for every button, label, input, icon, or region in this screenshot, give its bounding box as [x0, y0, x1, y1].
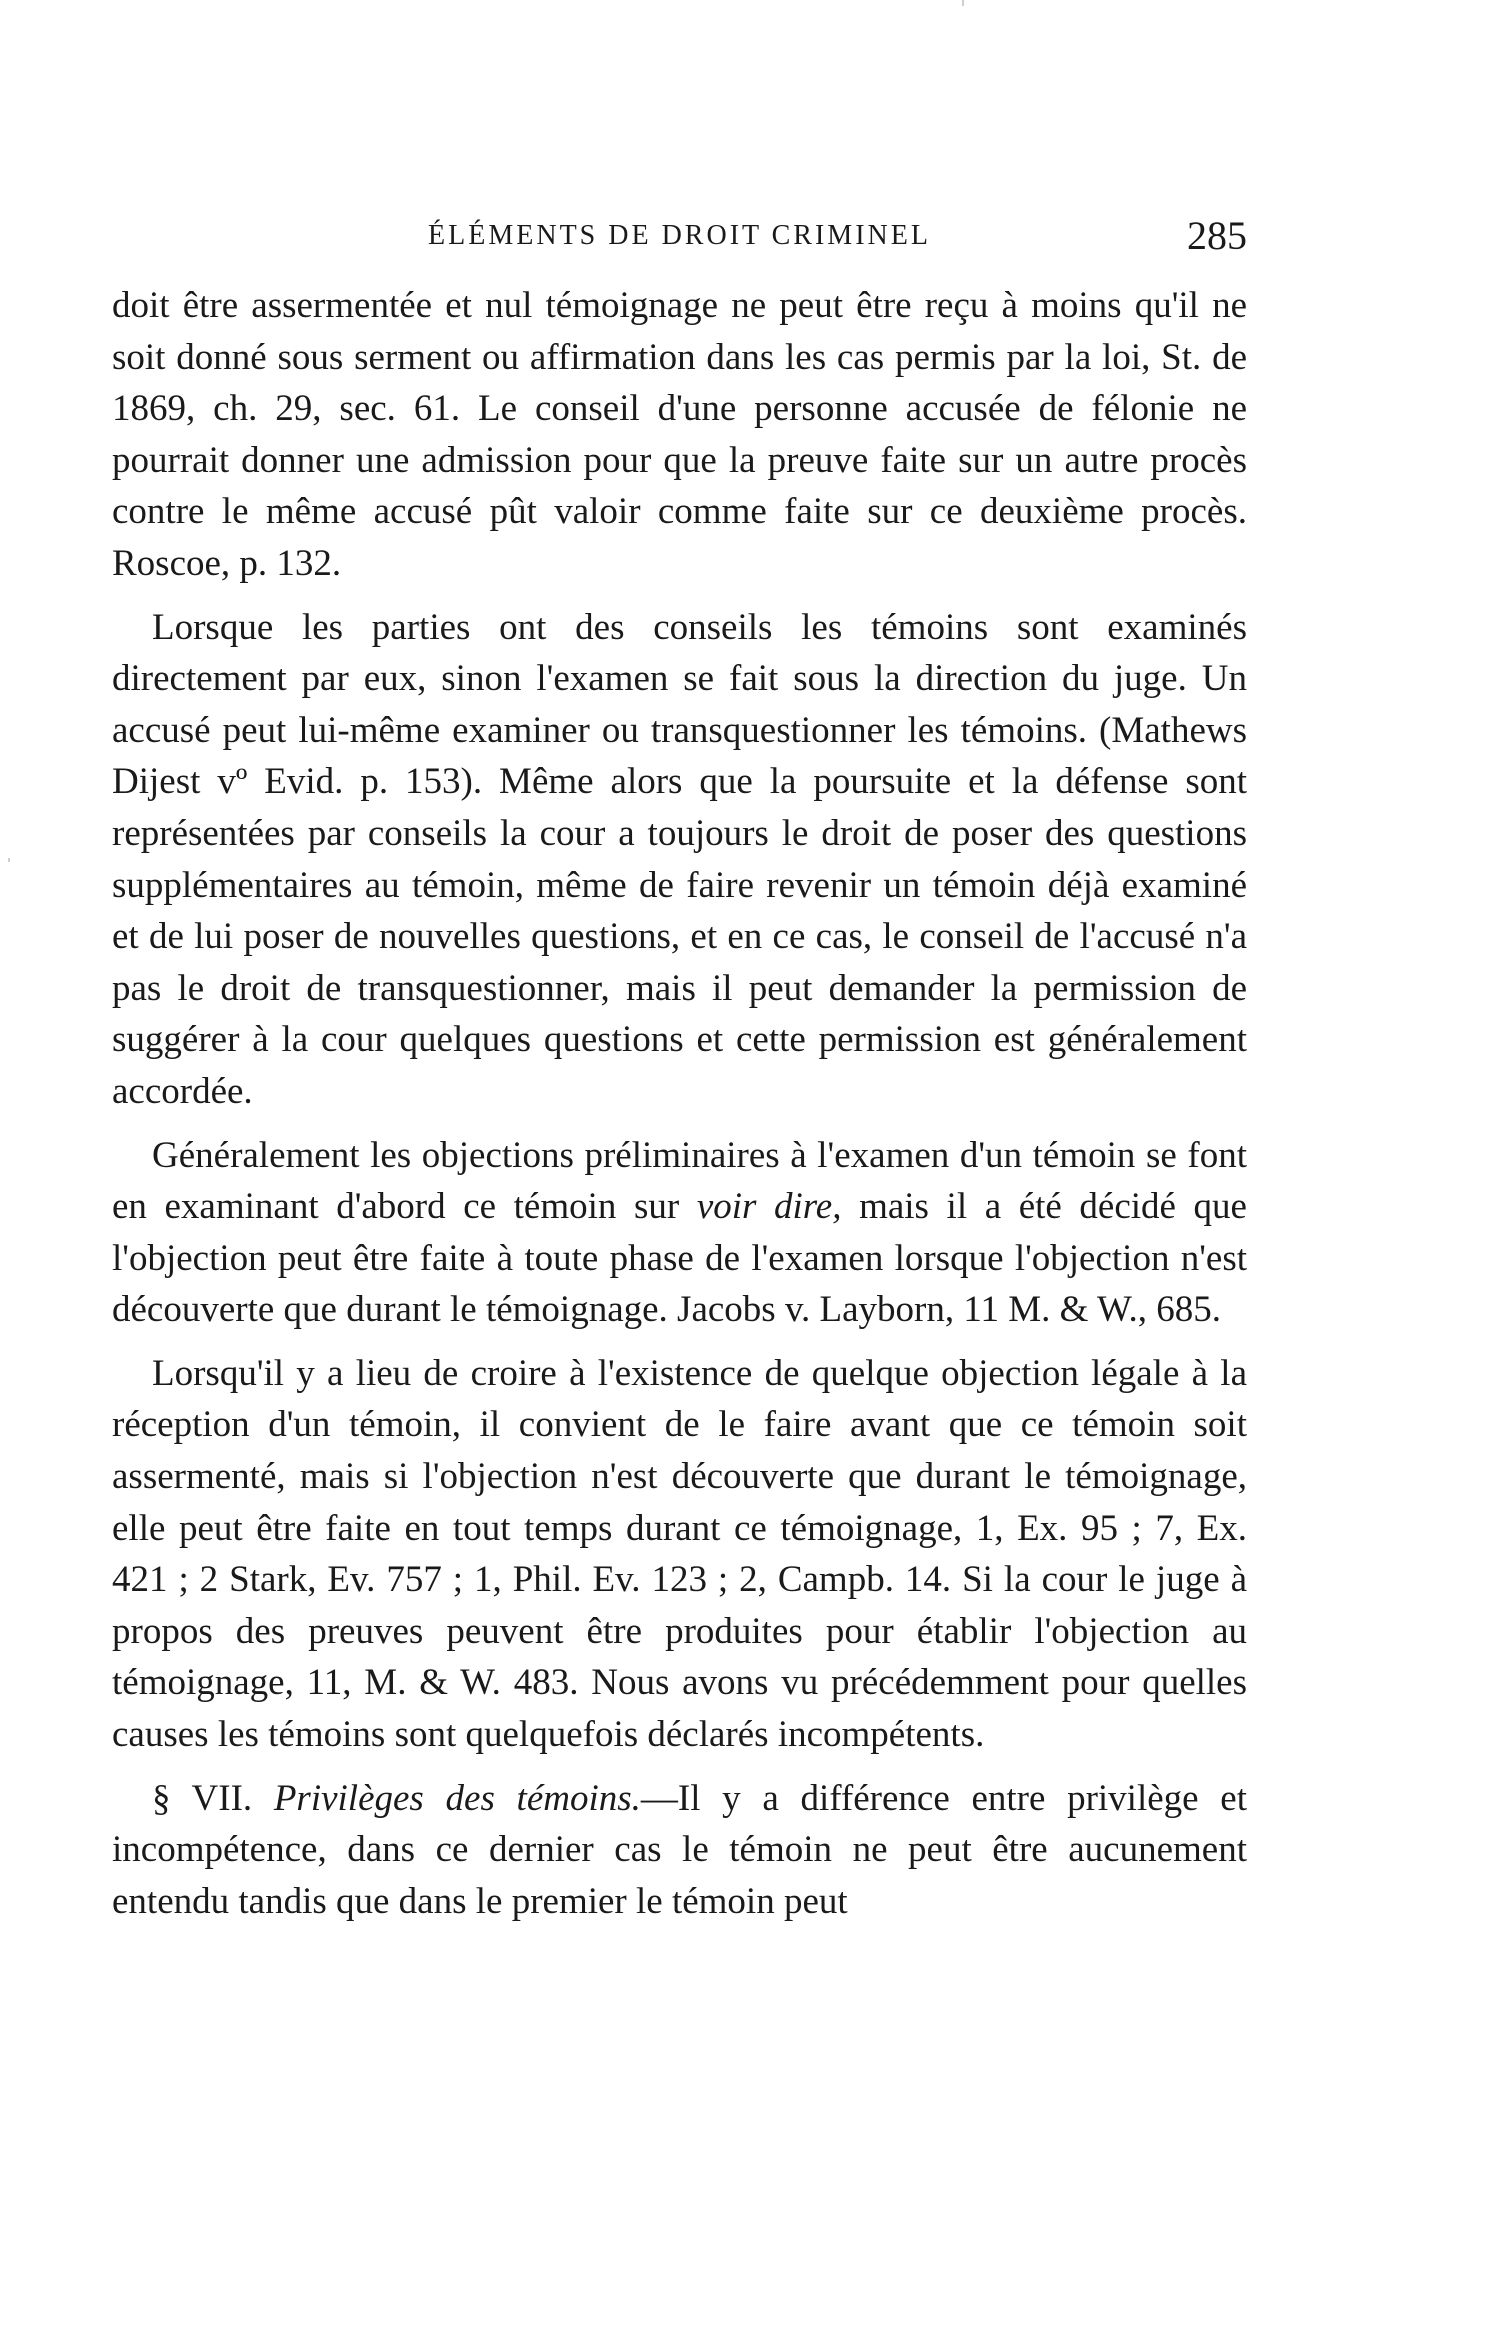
paragraph-objections [112, 1130, 1247, 1336]
scan-speck-top [962, 0, 964, 6]
paragraph-continuation: doit être assermentée et nul témoignage ne peut être reçu à moins qu'il ne soit donné sous serment ou affirmation dans les cas permis par la loi, St. de 1869, ch. 29, sec. 61. Le conseil d'une personne accusée de félonie ne pourrait donner une admission pour que la preuve faite sur un autre procès contre le même accusé pût valoir comme faite sur ce deuxième procès. Roscoe, p. 132. [112, 285, 1247, 584]
paragraph-examination: Lorsque les parties ont des conseils les témoins sont examinés directement par eux, sinon l'examen se fait sous la direction du juge. Un accusé peut lui-même examiner ou transquestionner les témoins. (Mathews Dijest vº Evid. p. 153). Même alors que la poursuite et la défense sont représentées par conseils la cour a toujours le droit de poser des questions supplémentaires au témoin, même de faire revenir un témoin déjà examiné et de lui poser de nouvelles questions, et en ce cas, le conseil de l'accusé n'a pas le droit de transquestionner, mais il peut demander la permission de suggérer à la cour quelques questions et cette permission est généralement accordée. [112, 606, 1247, 1112]
page-number: 285 [1187, 213, 1247, 258]
paragraph-section-vii [112, 1773, 1247, 1928]
section-title: Privilèges des témoins. [273, 1777, 641, 1819]
paragraph-objections-text-1: Généralement les objections préliminaires à l'examen d'un témoin se font en examinant d'abord ce témoin sur [112, 1134, 1247, 1228]
scan-speck-left [8, 858, 10, 862]
running-head [112, 212, 1247, 262]
paragraph-objections-text-2: mais il a été décidé que l'objection peut être faite à toute phase de l'examen lorsque l'objection n'est découverte que durant le témoignage. Jacobs v. Layborn, 11 M. & W., 685. [112, 1186, 1247, 1331]
paragraph-legal-objection: Lorsqu'il y a lieu de croire à l'existence de quelque objection légale à la réception d'un témoin, il convient de le faire avant que ce témoin soit assermenté, mais si l'objection n'est découverte que durant le témoignage, elle peut être faite en tout temps durant ce témoignage, 1, Ex. 95 ; 7, Ex. 421 ; 2 Stark, Ev. 757 ; 1, Phil. Ev. 123 ; 2, Campb. 14. Si la cour le juge à propos des preuves peuvent être produites pour établir l'objection au témoignage, 11, M. & W. 483. Nous avons vu précédemment pour quelles causes les témoins sont quelquefois déclarés incompétents. [112, 1352, 1247, 1756]
section-vii-text: —Il y a différence entre privilège et incompétence, dans ce dernier cas le témoin ne peut être aucunement entendu tandis que dans le premier le témoin peut [112, 1777, 1247, 1922]
body-text [112, 280, 1247, 1939]
italic-term-voir-dire: voir dire, [696, 1186, 842, 1228]
running-title: ÉLÉMENTS DE DROIT CRIMINEL [428, 220, 931, 251]
section-mark: § VII. [152, 1777, 274, 1819]
